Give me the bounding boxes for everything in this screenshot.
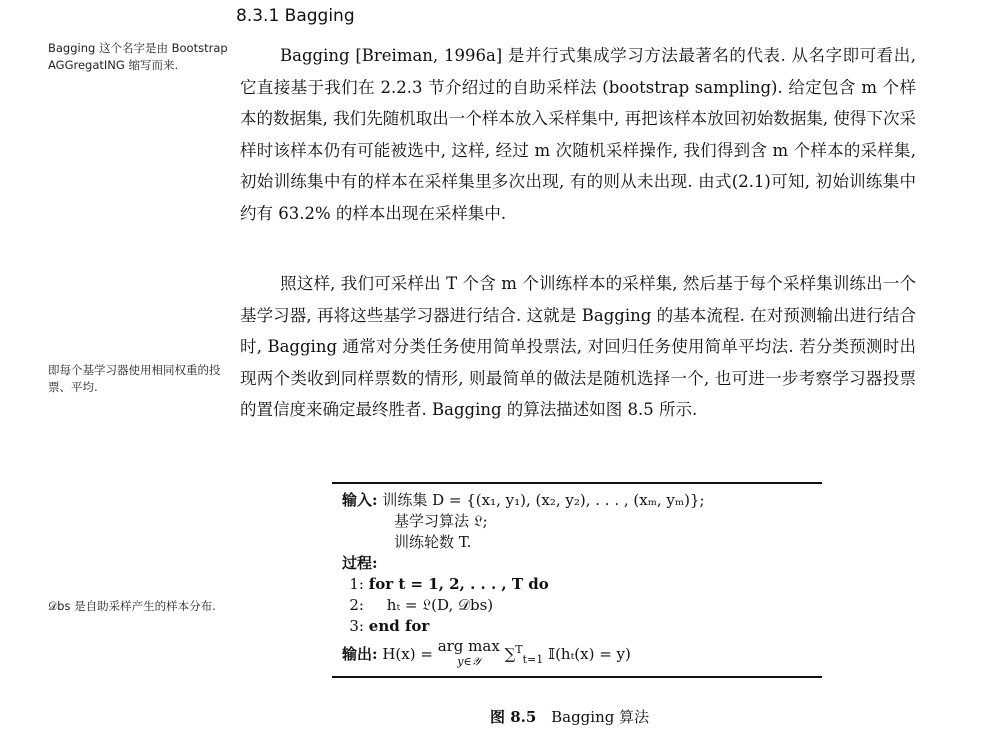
algo-input-1: 训练集 D = {(x₁, y₁), (x₂, y₂), . . . , (xₘ, yₘ)}; xyxy=(382,491,705,509)
algo-line-2 xyxy=(342,595,822,616)
algorithm-bottom-rule xyxy=(332,676,822,678)
algo-line-2-text: hₜ = 𝔏(D, 𝒟bs) xyxy=(386,596,494,614)
algorithm-body xyxy=(332,484,822,676)
margin-note-equal-weight: 即每个基学习器使用相同权重的投票、平均. xyxy=(48,363,221,394)
algo-argmax-text: arg max xyxy=(437,637,500,655)
algo-output-label: 输出: xyxy=(342,645,378,663)
paragraph-2-text: 照这样, 我们可采样出 T 个含 m 个训练样本的采样集, 然后基于每个采样集训练出一个基学习器, 再将这些基学习器进行结合. 这就是 Bagging 的基本流程. 在对预测输出进行结合时, Bagging 通常对分类任务使用简单投票法, 对回归任务使用简单平均法. 若分类预测时出现两个类收到同样票数的情形, 则最简单的做法是随机选择一个, 也可进一步考察学习器投票的置信度来确定最终胜者. Bagging 的算法描述如图 8.5 所示. xyxy=(240,274,916,419)
algo-output-rhs: 𝕀(hₜ(x) = y) xyxy=(548,645,631,663)
paragraph-1-text: Bagging [Breiman, 1996a] 是并行式集成学习方法最著名的代表. 从名字即可看出, 它直接基于我们在 2.2.3 节介绍过的自助采样法 (bootstrap sampling). 给定包含 m 个样本的数据集, 我们先随机取出一个样本放入采样集中, 再把该样本放回初始数据集, 使得下次采样时该样本仍有可能被选中, 这样, 经过 m 次随机采样操作, 我们得到含 m 个样本的采样集, 初始训练集中有的样本在采样集里多次出现, 有的则从未出现. 由式(2.1)可知, 初始训练集中约有 63.2% 的样本出现在采样集中. xyxy=(240,46,916,223)
algo-line-1 xyxy=(342,574,822,595)
margin-note-bagging-name: Bagging 这个名字是由 Bootstrap AGGregatING 缩写而来. xyxy=(48,41,228,72)
figure-caption-text: Bagging 算法 xyxy=(551,708,650,726)
figure-caption xyxy=(490,706,649,727)
algo-input-row xyxy=(342,490,822,511)
algo-input-label: 输入: xyxy=(342,491,378,509)
paragraph-1 xyxy=(240,40,916,229)
algo-sum-symbol: ∑ xyxy=(504,645,516,663)
algo-sum-sub: t=1 xyxy=(522,653,544,666)
algo-line-1-text: for t = 1, 2, . . . , T do xyxy=(368,575,549,593)
algo-process-label: 过程: xyxy=(342,554,378,572)
line-number: 2: xyxy=(349,596,364,614)
algo-line-3-text: end for xyxy=(368,617,430,635)
algo-sum-sup: T xyxy=(515,643,523,656)
algo-input-row-3 xyxy=(342,532,822,553)
figure-number: 图 8.5 xyxy=(490,708,537,726)
algorithm-box xyxy=(332,482,822,678)
algo-argmax-sub: y∈𝒴 xyxy=(457,655,481,668)
algo-line-3 xyxy=(342,616,822,637)
algo-input-2: 基学习算法 𝔏; xyxy=(394,512,488,530)
paragraph-2 xyxy=(240,268,916,426)
algo-process-row xyxy=(342,553,822,574)
margin-note-dbs: 𝒟bs 是自助采样产生的样本分布. xyxy=(48,599,216,613)
algo-output-row xyxy=(342,639,822,670)
section-title: 8.3.1 Bagging xyxy=(236,6,355,26)
algo-input-row-2 xyxy=(342,511,822,532)
line-number: 1: xyxy=(349,575,364,593)
line-number: 3: xyxy=(349,617,364,635)
algo-output-lhs: H(x) = xyxy=(382,645,438,663)
algo-input-3: 训练轮数 T. xyxy=(394,533,472,551)
algo-argmax xyxy=(438,639,500,669)
